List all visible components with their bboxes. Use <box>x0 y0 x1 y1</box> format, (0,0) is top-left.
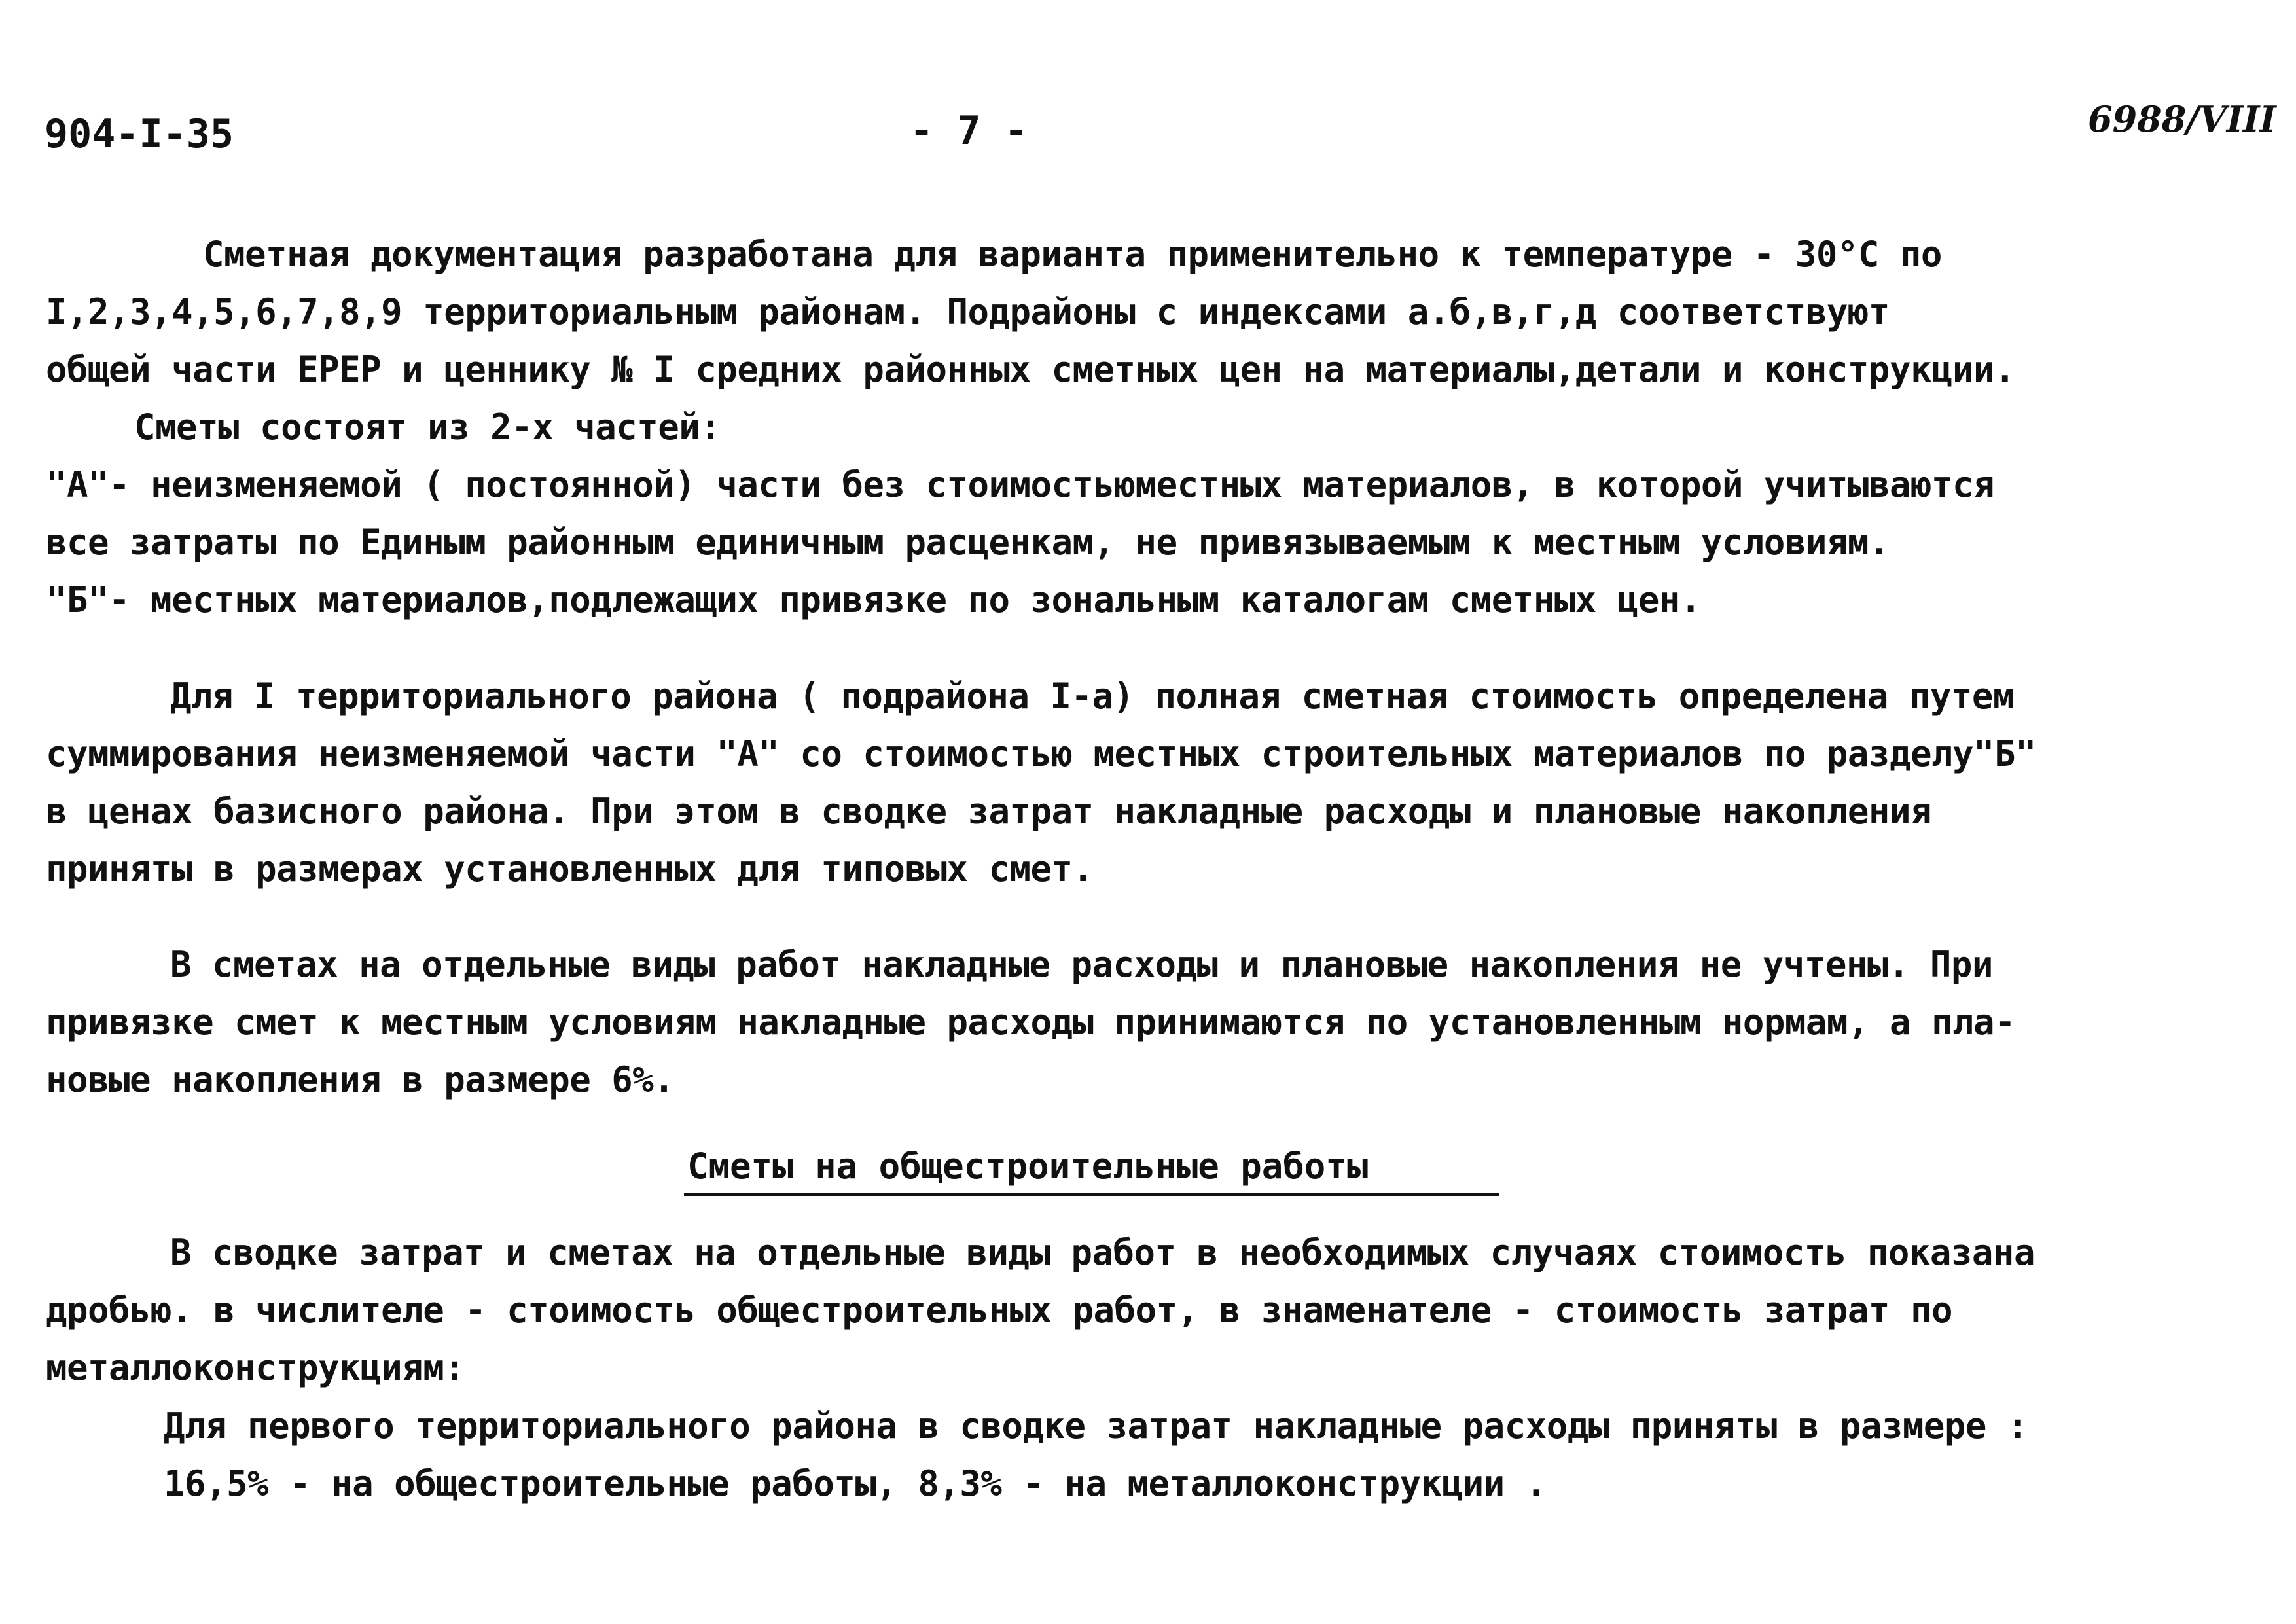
text-line: В сметах на отдельные виды работ накладные расходы и плановые накопления не учтены. При <box>170 944 1993 985</box>
text-line: Для первого территориального района в сводке затрат накладные расходы приняты в размере : <box>164 1405 2028 1447</box>
page-number: - 7 - <box>910 108 1028 154</box>
text-line: общей части ЕРЕР и ценнику № I средних районных сметных цен на материалы,детали и конструкции. <box>46 349 2016 390</box>
paragraph-overhead-costs <box>46 936 2258 1109</box>
text-line: дробью. в числителе - стоимость общестроительных работ, в знаменателе - стоимость затрат по <box>46 1290 1952 1331</box>
text-line: Сметная документация разработана для варианта применительно к температуре - 30°C по <box>203 234 1942 275</box>
text-line: I,2,3,4,5,6,7,8,9 территориальным районам. Подрайоны с индексами а.б,в,г,д соответствуют <box>46 291 1890 333</box>
paragraph-estimate-documentation <box>46 226 2258 629</box>
text-line: 16,5% - на общестроительные работы, 8,3% - на металлоконструкции . <box>164 1463 1547 1504</box>
document-code: 904-I-35 <box>45 111 234 157</box>
text-line: Сметы состоят из 2-х частей: <box>134 406 721 448</box>
text-line: "А"- неизменяемой ( постоянной) части без стоимостьюместных материалов, в которой учитываются <box>46 464 1994 505</box>
text-line: приняты в размерах установленных для типовых смет. <box>46 848 1094 890</box>
text-line: суммирования неизменяемой части "А" со стоимостью местных строительных материалов по разделу"Б" <box>46 733 2037 774</box>
text-line: новые накопления в размере 6%. <box>46 1059 675 1100</box>
heading-underline <box>684 1193 1499 1196</box>
text-line: Для I территориального района ( подрайона I-а) полная сметная стоимость определена путем <box>170 676 2014 717</box>
paragraph-territorial-district <box>46 668 2258 898</box>
text-line: привязке смет к местным условиям накладные расходы принимаются по установленным нормам, а пла- <box>46 1001 2016 1043</box>
archive-mark: 6988/VIII <box>2088 98 2276 140</box>
text-line: "Б"- местных материалов,подлежащих привязке по зональным каталогам сметных цен. <box>46 579 1701 621</box>
section-heading: Сметы на общестроительные работы <box>687 1146 1369 1187</box>
text-line: В сводке затрат и сметах на отдельные виды работ в необходимых случаях стоимость показана <box>170 1232 2035 1273</box>
paragraph-first-district-rates <box>164 1398 2258 1513</box>
text-line: металлоконструкциям: <box>46 1347 465 1388</box>
text-line: все затраты по Единым районным единичным расценкам, не привязываемым к местным условиям. <box>46 522 1890 563</box>
text-line: в ценах базисного района. При этом в сводке затрат накладные расходы и плановые накопления <box>46 791 1931 832</box>
paragraph-cost-summary <box>46 1224 2258 1397</box>
